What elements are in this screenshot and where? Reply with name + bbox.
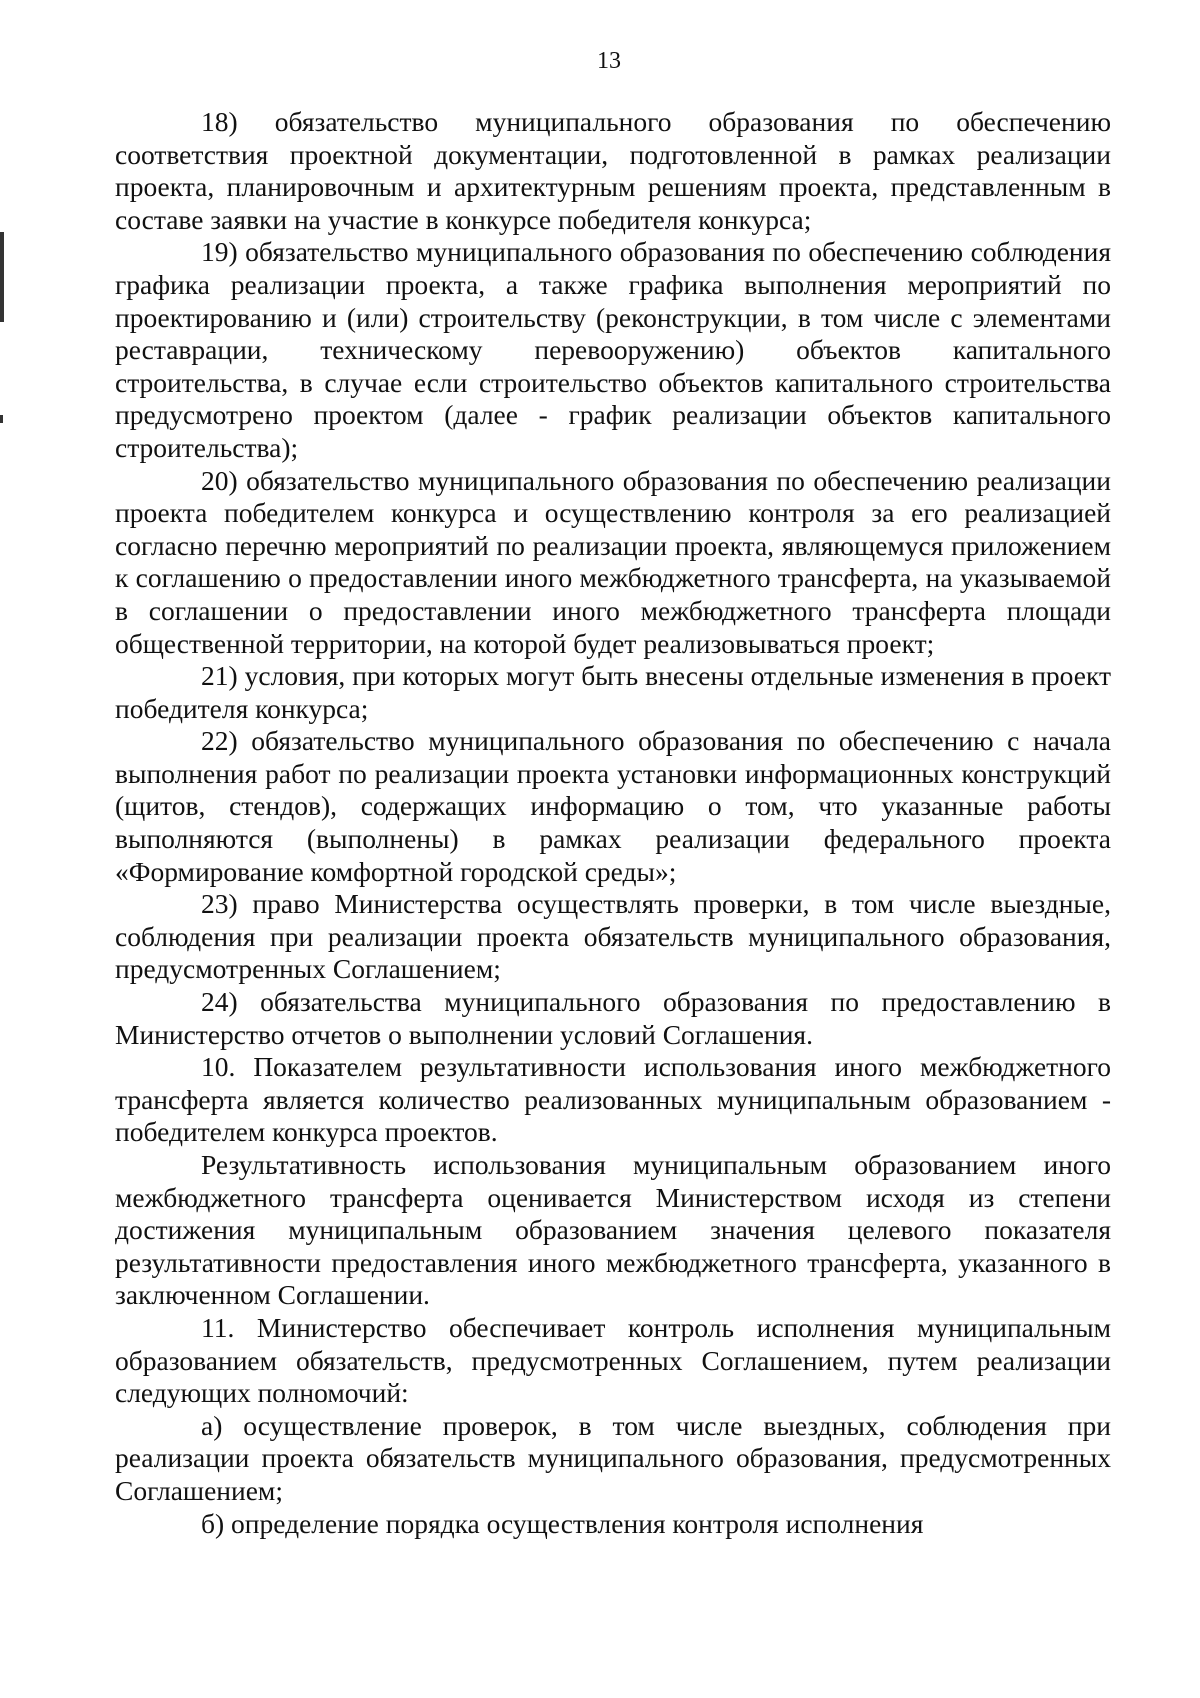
- paragraph-effectiveness: Результативность использования муниципальным образованием иного межбюджетного трансферта оценивается Министерством исходя из степени достижения муниципальным образованием значения целевого показателя результативности предоставления иного межбюджетного трансферта, указанного в заключенном Соглашении.: [115, 1149, 1111, 1311]
- paragraph-item-18: 18) обязательство муниципального образования по обеспечению соответствия проектной документации, подготовленной в рамках реализации проекта, планировочным и архитектурным решениям проекта, представленным в составе заявки на участие в конкурсе победителя конкурса;: [115, 106, 1111, 235]
- paragraph-section-10: 10. Показателем результативности использования иного межбюджетного трансферта является количество реализованных муниципальным образованием - победителем конкурса проектов.: [115, 1051, 1111, 1148]
- paragraph-item-21: 21) условия, при которых могут быть внесены отдельные изменения в проект победителя конкурса;: [115, 660, 1111, 724]
- paragraph-subitem-a: а) осуществление проверок, в том числе выездных, соблюдения при реализации проекта обязательств муниципального образования, предусмотренных Соглашением;: [115, 1409, 1111, 1506]
- document-body: [115, 106, 1111, 1540]
- paragraph-subitem-b: б) определение порядка осуществления контроля исполнения: [201, 1507, 924, 1539]
- scan-edge-mark: [0, 415, 3, 423]
- paragraph-item-19: 19) обязательство муниципального образования по обеспечению соблюдения графика реализации проекта, а также графика выполнения мероприятий по проектированию и (или) строительству (реконструкции, в том числе с элементами реставрации, техническому перевооружению) объектов капитального строительства, в случае если строительство объектов капитального строительства предусмотрено проектом (далее - график реализации объектов капитального строительства);: [115, 236, 1111, 463]
- scan-edge-mark: [0, 232, 4, 322]
- paragraph-item-20: 20) обязательство муниципального образования по обеспечению реализации проекта победителем конкурса и осуществлению контроля за его реализацией согласно перечню мероприятий по реализации проекта, являющемуся приложением к соглашению о предоставлении иного межбюджетного трансферта, на указываемой в соглашении о предоставлении иного межбюджетного трансферта площади общественной территории, на которой будет реализовываться проект;: [115, 464, 1111, 659]
- paragraph-item-22: 22) обязательство муниципального образования по обеспечению с начала выполнения работ по реализации проекта установки информационных конструкций (щитов, стендов), содержащих информацию о том, что указанные работы выполняются (выполнены) в рамках реализации федерального проекта «Формирование комфортной городской среды»;: [115, 725, 1111, 887]
- paragraph-item-23: 23) право Министерства осуществлять проверки, в том числе выездные, соблюдения при реализации проекта обязательств муниципального образования, предусмотренных Соглашением;: [115, 888, 1111, 985]
- paragraph-item-24: 24) обязательства муниципального образования по предоставлению в Министерство отчетов о выполнении условий Соглашения.: [115, 986, 1111, 1050]
- page-number: 13: [597, 48, 621, 74]
- paragraph-section-11: 11. Министерство обеспечивает контроль исполнения муниципальным образованием обязательств, предусмотренных Соглашением, путем реализации следующих полномочий:: [115, 1311, 1111, 1409]
